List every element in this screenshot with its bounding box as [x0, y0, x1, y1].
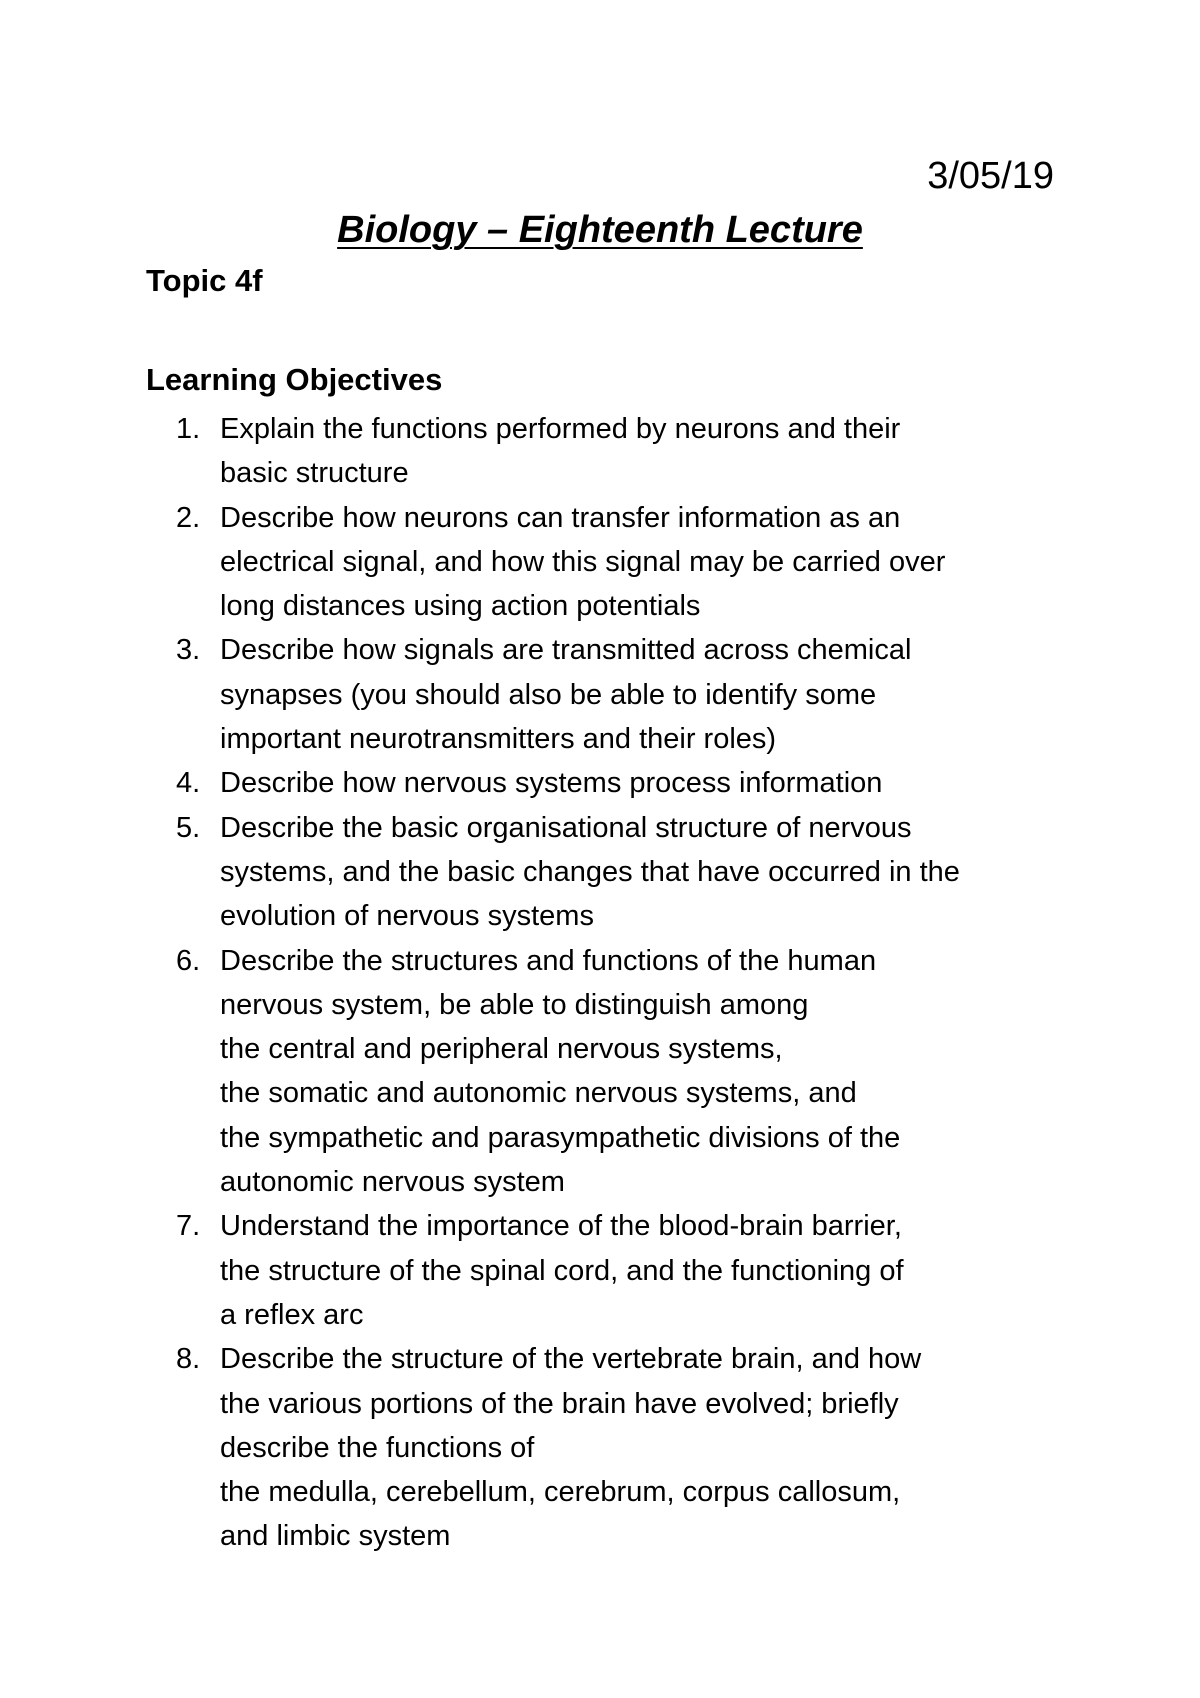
objective-number: 2.	[176, 501, 201, 534]
objective-text-line: synapses (you should also be able to identify some	[220, 678, 877, 711]
objective-text-line: a reflex arc	[220, 1298, 364, 1331]
objective-number: 8.	[176, 1343, 201, 1376]
objective-text-line: and limbic system	[220, 1520, 451, 1553]
objective-number: 1.	[176, 413, 201, 445]
objective-text-line: autonomic nervous system	[220, 1166, 565, 1199]
objective-text-line: Describe how signals are transmitted across chemical	[220, 634, 912, 667]
objective-number: 4.	[176, 767, 201, 800]
objectives-list	[176, 407, 1076, 1559]
lecture-date: 3/05/19	[927, 155, 1054, 197]
objective-text-line: the somatic and autonomic nervous systems, and	[220, 1077, 857, 1110]
objective-text-line: the central and peripheral nervous systems,	[220, 1033, 783, 1066]
objective-text-line: the sympathetic and parasympathetic divisions of the	[220, 1121, 901, 1154]
objective-item	[176, 806, 1076, 939]
objective-text-line: nervous system, be able to distinguish among	[220, 988, 809, 1021]
objective-number: 5.	[176, 811, 201, 844]
objective-text-line: long distances using action potentials	[220, 590, 701, 623]
objective-text-line: the structure of the spinal cord, and the functioning of	[220, 1254, 904, 1287]
objective-text-line: electrical signal, and how this signal may be carried over	[220, 545, 946, 578]
objective-item	[176, 407, 1076, 496]
objective-item	[176, 939, 1076, 1205]
objective-text-line: evolution of nervous systems	[220, 900, 594, 933]
objective-text-line: systems, and the basic changes that have occurred in the	[220, 855, 960, 888]
objective-number: 6.	[176, 944, 201, 977]
objective-text-line: Describe how nervous systems process information	[220, 767, 883, 800]
objective-text-line: describe the functions of	[220, 1431, 535, 1464]
objective-item	[176, 628, 1076, 761]
topic-label: Topic 4f	[146, 263, 263, 298]
objective-text-line: Describe the structure of the vertebrate brain, and how	[220, 1343, 922, 1376]
objective-text-line: Describe how neurons can transfer information as an	[220, 501, 901, 534]
objective-item	[176, 761, 1076, 805]
objective-text-line: important neurotransmitters and their roles)	[220, 723, 777, 756]
objective-text-line: basic structure	[220, 457, 409, 490]
objective-text-line: Describe the structures and functions of the human	[220, 944, 877, 977]
section-heading: Learning Objectives	[146, 362, 443, 397]
objective-text-line: Describe the basic organisational structure of nervous	[220, 811, 912, 844]
objective-number: 7.	[176, 1210, 201, 1243]
page-title: Biology – Eighteenth Lecture	[337, 209, 863, 251]
objective-item	[176, 1337, 1076, 1558]
objective-item	[176, 1204, 1076, 1337]
objective-number: 3.	[176, 634, 201, 667]
objective-text-line: Explain the functions performed by neurons and their	[220, 413, 901, 445]
objective-text-line: Understand the importance of the blood-brain barrier,	[220, 1210, 902, 1243]
objective-text-line: the various portions of the brain have evolved; briefly	[220, 1387, 899, 1420]
objective-item	[176, 496, 1076, 629]
objective-text-line: the medulla, cerebellum, cerebrum, corpus callosum,	[220, 1476, 901, 1509]
